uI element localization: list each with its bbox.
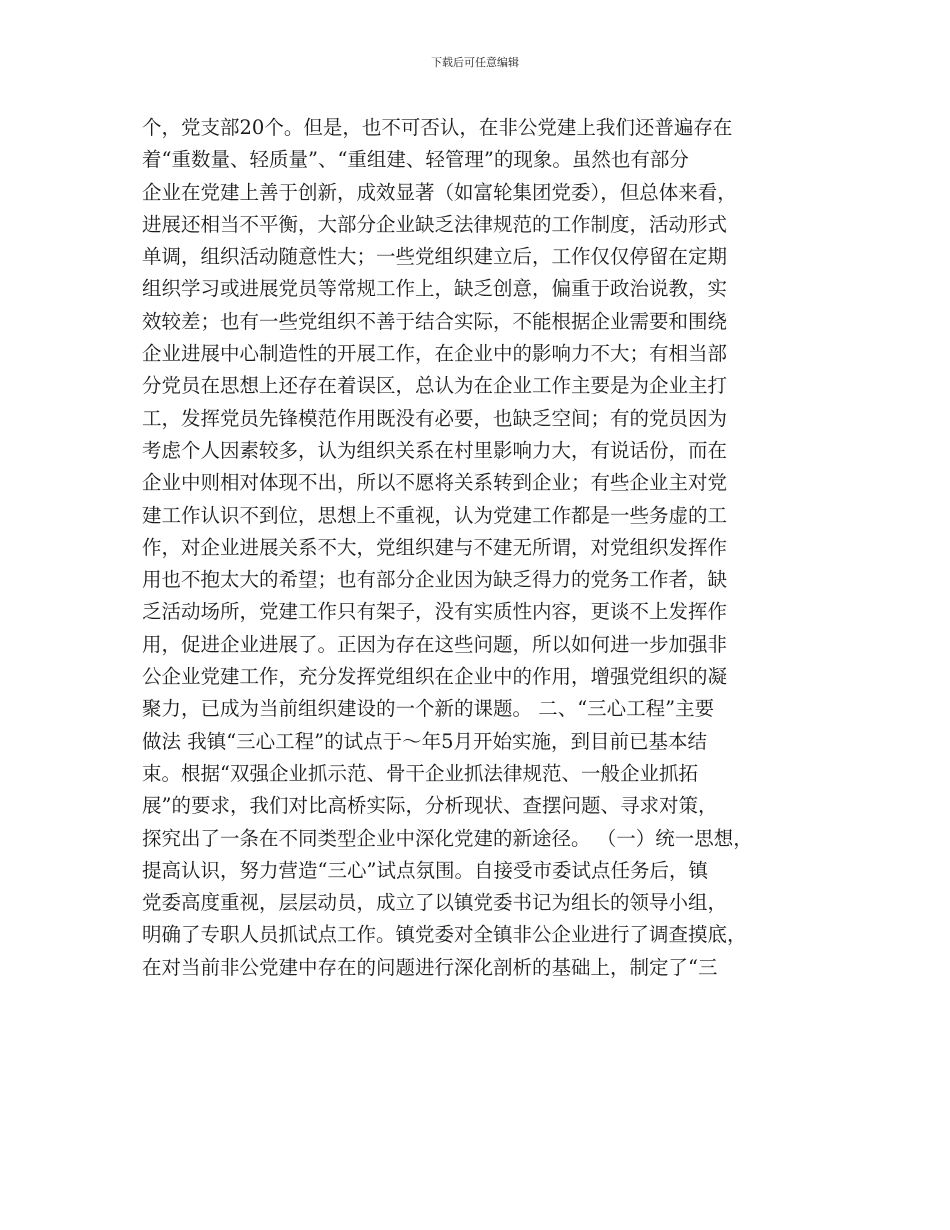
text-line: 在对当前非公党建中存在的问题进行深化剖析的基础上，制定了“三 [142, 955, 718, 979]
text-line: 分党员在思想上还存在着误区，总认为在企业工作主要是为企业主打 [142, 374, 728, 398]
text-line: 企业中则相对体现不出，所以不愿将关系转到企业；有些企业主对党 [142, 471, 728, 495]
text-line: 提高认识，努力营造“三心”试点氛围。自接受市委试点任务后，镇 [142, 858, 708, 882]
text-line: 公企业党建工作，充分发挥党组织在企业中的作用，增强党组织的凝 [142, 665, 728, 689]
text-line: 个，党支部20个。但是，也不可否认，在非公党建上我们还普遍存在 [142, 116, 733, 139]
text-line: 建工作认识不到位，思想上不重视，认为党建工作都是一些务虚的工 [142, 503, 728, 527]
text-line: 用，促进企业进展了。正因为存在这些问题，所以如何进一步加强非 [142, 632, 728, 656]
text-line: 考虑个人因素较多，认为组织关系在村里影响力大，有说话份，而在 [142, 438, 728, 462]
text-line: 明确了专职人员抓试点工作。镇党委对全镇非公企业进行了调查摸底， [142, 923, 747, 947]
text-line: 企业在党建上善于创新，成效显著（如富轮集团党委），但总体来看， [142, 180, 737, 204]
text-line: 乏活动场所，党建工作只有架子，没有实质性内容，更谈不上发挥作 [142, 600, 728, 624]
text-line: 着“重数量、轻质量”、“重组建、轻管理”的现象。虽然也有部分 [142, 148, 689, 172]
text-line: 聚力，已成为当前组织建设的一个新的课题。 二、“三心工程”主要 [142, 697, 715, 721]
text-line: 用也不抱太大的希望；也有部分企业因为缺乏得力的党务工作者，缺 [142, 568, 728, 592]
body-text [142, 112, 808, 984]
text-line: 组织学习或进展党员等常规工作上，缺乏创意，偏重于政治说教，实 [142, 277, 728, 301]
text-line: 党委高度重视，层层动员，成立了以镇党委书记为组长的领导小组， [142, 891, 728, 915]
text-line: 作，对企业进展关系不大，党组织建与不建无所谓，对党组织发挥作 [142, 535, 728, 559]
page-header: 下载后可任意编辑 [431, 56, 519, 69]
text-line: 工，发挥党员先锋模范作用既没有必要，也缺乏空间；有的党员因为 [142, 406, 728, 430]
text-line: 单调，组织活动随意性大；一些党组织建立后，工作仅仅停留在定期 [142, 245, 728, 269]
text-line: 探究出了一条在不同类型企业中深化党建的新途径。 （一）统一思想， [142, 826, 753, 850]
text-line: 展”的要求，我们对比高桥实际，分析现状、查摆问题、寻求对策， [142, 794, 718, 818]
text-line: 进展还相当不平衡，大部分企业缺乏法律规范的工作制度，活动形式 [142, 212, 728, 236]
text-line: 做法 我镇“三心工程”的试点于～年5月开始实施，到目前已基本结 [142, 729, 708, 753]
text-line: 企业进展中心制造性的开展工作，在企业中的影响力不大；有相当部 [142, 342, 728, 366]
text-line: 束。根据“双强企业抓示范、骨干企业抓法律规范、一般企业抓拓 [142, 761, 698, 785]
text-line: 效较差；也有一些党组织不善于结合实际，不能根据企业需要和围绕 [142, 309, 728, 333]
